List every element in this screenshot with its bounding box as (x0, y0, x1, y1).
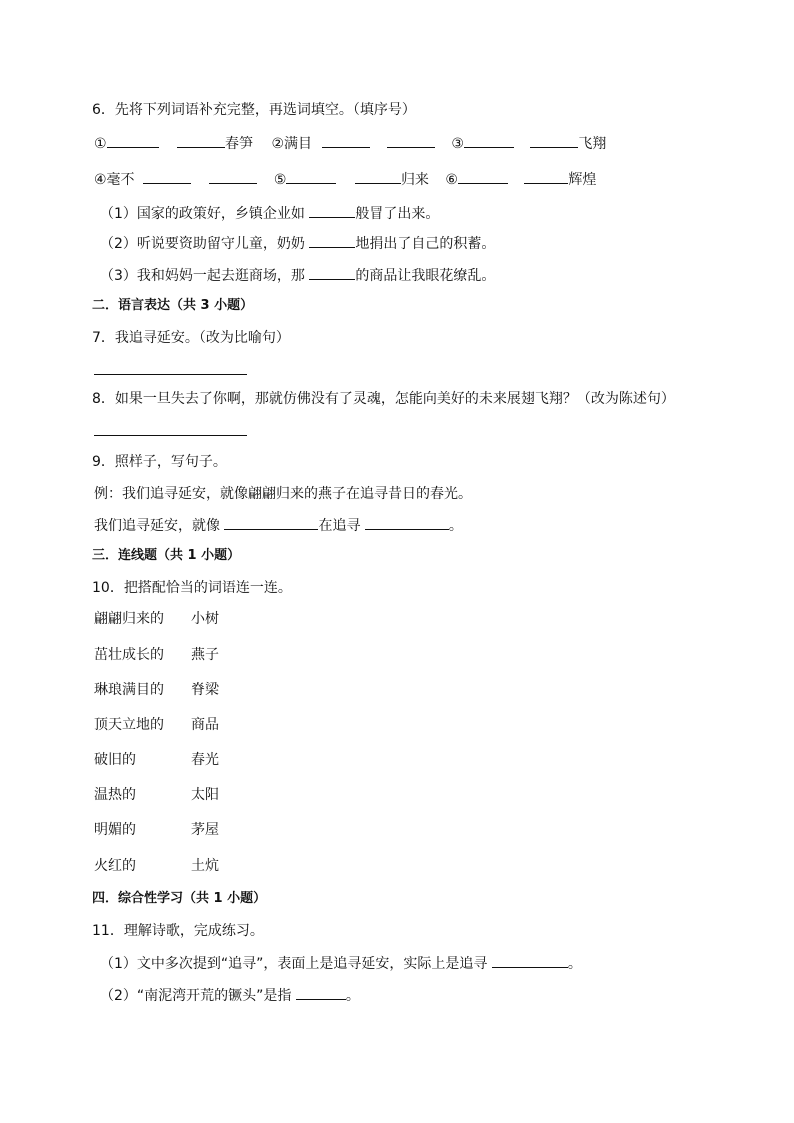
q10-right-item[interactable]: 太阳 (191, 787, 219, 803)
q11-s2-text-a: （2）“南泥湾开荒的镢头”是指 (100, 988, 292, 1004)
q10-right-item[interactable]: 小树 (191, 611, 219, 627)
q10-right-item[interactable]: 脊梁 (191, 682, 219, 698)
q10-right-item[interactable]: 商品 (191, 717, 219, 733)
q6-s3-blank[interactable] (309, 265, 355, 280)
q11-s1-blank[interactable] (492, 953, 568, 968)
section-3-title: 三．连线题（共 1 小题） (92, 548, 241, 563)
q10-right-item[interactable]: 茅屋 (191, 822, 219, 838)
q6-sentence-1 (100, 203, 439, 224)
q10-left-item[interactable]: 明媚的 (94, 822, 136, 838)
q8-answer-line[interactable] (94, 435, 247, 436)
q9-stem: 9．照样子，写句子。 (92, 454, 227, 470)
q6-sentence-2 (100, 233, 495, 254)
q6-s1-text-b: 般冒了出来。 (355, 206, 440, 222)
q6-s1-blank[interactable] (309, 203, 355, 218)
section-4-title: 四．综合性学习（共 1 小题） (92, 891, 267, 906)
q11-s2-text-b: 。 (345, 988, 360, 1004)
q6-blank-1b[interactable] (177, 133, 225, 148)
q7-answer-line[interactable] (94, 374, 247, 375)
q6-blank-3a[interactable] (464, 133, 514, 148)
q6-item6-number: ⑥ (445, 172, 458, 188)
q10-left-item[interactable]: 破旧的 (94, 752, 136, 768)
q6-item1-number: ① (94, 136, 107, 152)
section-2-title: 二．语言表达（共 3 小题） (92, 298, 254, 313)
q6-blank-3b[interactable] (530, 133, 578, 148)
q10-right-item[interactable]: 燕子 (191, 647, 219, 663)
q6-item3-end: 飞翔 (578, 136, 607, 152)
q9-example: 例：我们追寻延安，就像翩翩归来的燕子在追寻昔日的春光。 (94, 486, 472, 502)
q6-s3-text-b: 的商品让我眼花缭乱。 (355, 268, 496, 284)
q6-blank-1a[interactable] (107, 133, 159, 148)
q6-s2-text-b: 地捐出了自己的积蓄。 (355, 236, 496, 252)
q9-blank-2[interactable] (365, 515, 449, 530)
q6-item5-number: ⑤ (273, 172, 287, 188)
q11-stem: 11．理解诗歌，完成练习。 (92, 923, 264, 939)
q6-s1-text-a: （1）国家的政策好，乡镇企业如 (100, 206, 305, 222)
q11-sub-2 (100, 985, 360, 1006)
q6-item1-end: 春笋 (225, 136, 254, 152)
q6-blank-2a[interactable] (322, 133, 370, 148)
q8-stem: 8．如果一旦失去了你啊，那就仿佛没有了灵魂，怎能向美好的未来展翅飞翔？（改为陈述句） (92, 391, 675, 407)
q10-right-item[interactable]: 春光 (191, 752, 219, 768)
q6-stem: 6．先将下列词语补充完整，再选词填空。（填序号） (92, 102, 416, 118)
q10-left-item[interactable]: 顶天立地的 (94, 717, 164, 733)
q6-blank-4a[interactable] (143, 169, 191, 184)
q10-stem: 10．把搭配恰当的词语连一连。 (92, 580, 292, 596)
q6-item4-start: ④毫不 (94, 172, 135, 188)
q6-item5-end: 归来 (400, 172, 429, 188)
q6-blank-5b[interactable] (355, 169, 401, 184)
q9-fill-text-c: 。 (448, 518, 463, 534)
q11-s2-blank[interactable] (296, 985, 346, 1000)
q6-blank-6a[interactable] (458, 169, 508, 184)
q11-s1-text-a: （1）文中多次提到“追寻”，表面上是追寻延安，实际上是追寻 (100, 956, 488, 972)
q6-blank-6b[interactable] (524, 169, 568, 184)
q10-left-item[interactable]: 茁壮成长的 (94, 647, 164, 663)
q9-blank-1[interactable] (224, 515, 318, 530)
q10-left-item[interactable]: 琳琅满目的 (94, 682, 164, 698)
q6-blank-2b[interactable] (387, 133, 435, 148)
q9-fill-text-a: 我们追寻延安，就像 (94, 518, 220, 534)
q11-s1-text-b: 。 (567, 956, 582, 972)
q6-blank-5a[interactable] (286, 169, 336, 184)
q6-item2-start: ②满目 (271, 136, 313, 152)
q10-left-item[interactable]: 翩翩归来的 (94, 611, 164, 627)
q7-stem: 7．我追寻延安。（改为比喻句） (92, 330, 290, 346)
q9-fill-text-b: 在追寻 (318, 518, 361, 534)
q6-s2-blank[interactable] (309, 233, 355, 248)
q6-s3-text-a: （3）我和妈妈一起去逛商场，那 (100, 268, 305, 284)
q6-row2 (94, 169, 596, 190)
q6-item3-number: ③ (451, 136, 464, 152)
q10-left-item[interactable]: 火红的 (94, 858, 136, 874)
q6-row1 (94, 133, 606, 154)
q6-item6-end: 辉煌 (568, 172, 597, 188)
q11-sub-1 (100, 953, 582, 974)
q6-s2-text-a: （2）听说要资助留守儿童，奶奶 (100, 236, 305, 252)
q6-sentence-3 (100, 265, 495, 286)
q10-right-item[interactable]: 土炕 (191, 858, 219, 874)
q9-fill-sentence (94, 515, 463, 536)
q6-blank-4b[interactable] (209, 169, 257, 184)
q10-left-item[interactable]: 温热的 (94, 787, 136, 803)
